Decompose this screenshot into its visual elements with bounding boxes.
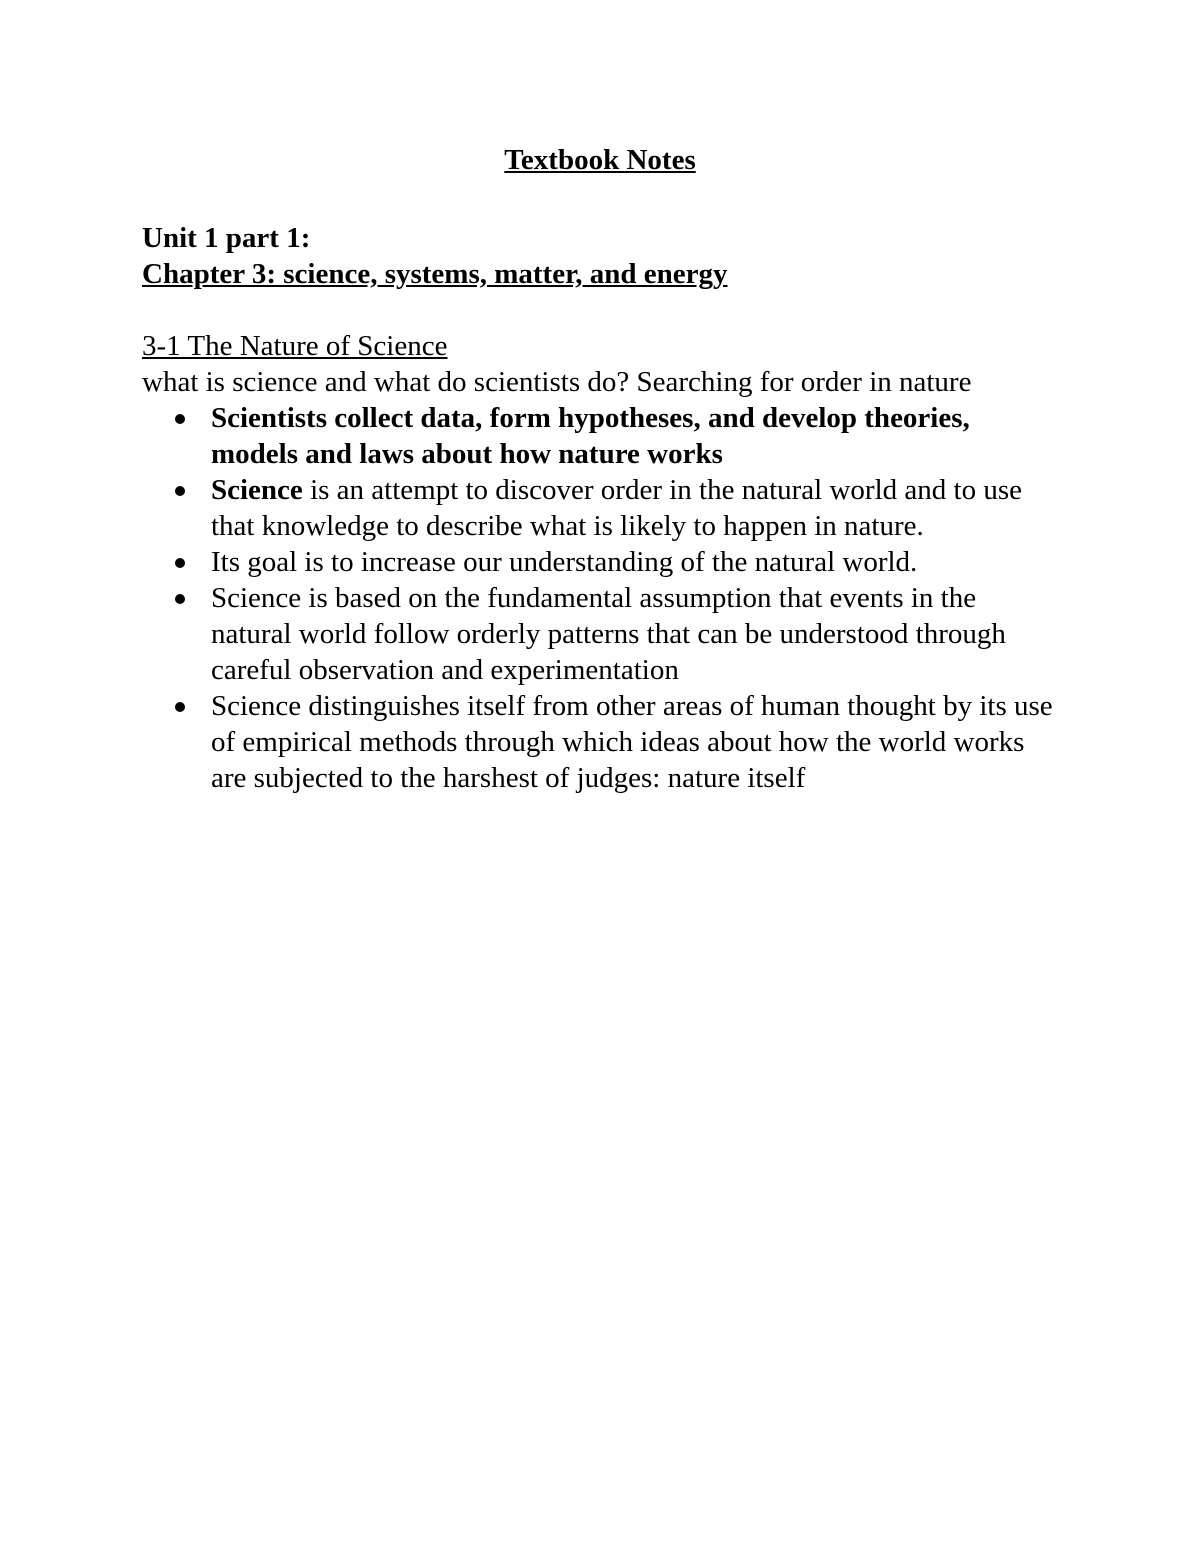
bullet-text: Science is based on the fundamental assumption that events in the natural world follow orderly patterns that can be understood through careful observation and experimentation <box>211 582 1006 686</box>
bullet-dot-icon <box>175 486 185 496</box>
bullet-dot-icon <box>175 594 185 604</box>
unit-label: Unit 1 part 1: <box>142 222 311 254</box>
section-heading: 3-1 The Nature of Science <box>142 330 448 362</box>
bullet-text: Science distinguishes itself from other areas of human thought by its use of empirical methods through which ideas about how the world works are subjected to the harshest of judges: nature itself <box>211 690 1053 794</box>
section-intro: what is science and what do scientists do? Searching for order in nature <box>142 366 972 398</box>
document-title: Textbook Notes <box>504 144 696 176</box>
bullet-dot-icon <box>175 414 185 424</box>
bullet-item <box>142 688 1062 796</box>
bullet-item <box>142 580 1062 688</box>
bullet-item <box>142 544 1062 580</box>
document-body <box>142 220 1062 796</box>
bullet-item <box>142 472 1062 544</box>
blank-line <box>142 292 1062 328</box>
bullet-item <box>142 400 1062 472</box>
bullet-dot-icon <box>175 558 185 568</box>
bullet-dot-icon <box>175 702 185 712</box>
bullet-list <box>142 400 1062 796</box>
chapter-heading: Chapter 3: science, systems, matter, and energy <box>142 258 728 290</box>
bullet-bold-text: Science <box>211 474 303 506</box>
bullet-bold-text: Scientists collect data, form hypotheses, and develop theories, models and laws about how nature works <box>211 402 970 470</box>
bullet-text: is an attempt to discover order in the natural world and to use that knowledge to describe what is likely to happen in nature. <box>211 474 1022 542</box>
bullet-text: Its goal is to increase our understanding of the natural world. <box>211 546 918 578</box>
